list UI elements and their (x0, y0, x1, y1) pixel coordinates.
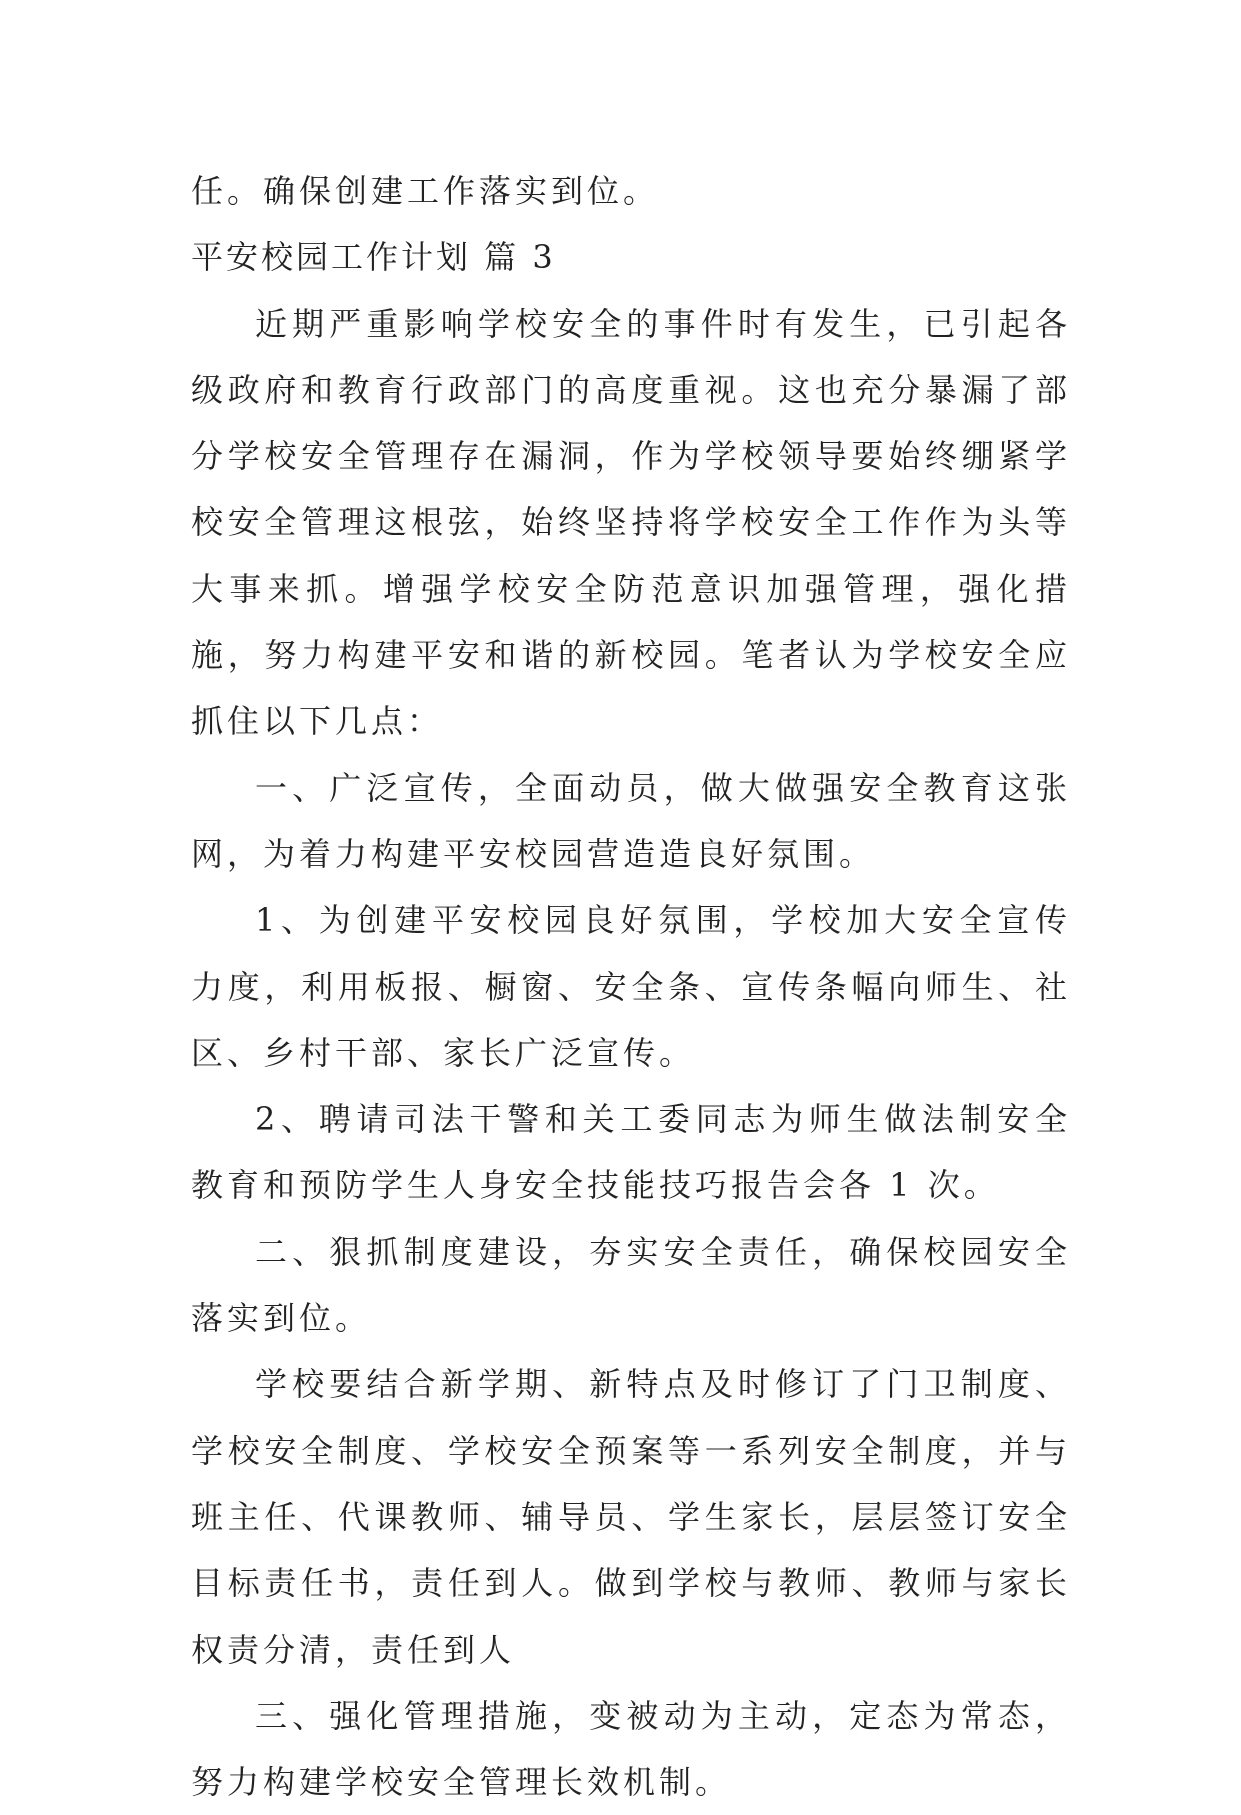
paragraph-item-1: 1、为创建平安校园良好氛围，学校加大安全宣传力度，利用板报、橱窗、安全条、宣传条幅向师生、社区、乡村干部、家长广泛宣传。 (191, 901, 1071, 1072)
paragraph-point-three: 三、强化管理措施，变被动为主动，定态为常态，努力构建学校安全管理长效机制。 (191, 1696, 1071, 1802)
paragraph-intro: 近期严重影响学校安全的事件时有发生，已引起各级政府和教育行政部门的高度重视。这也充分暴漏了部分学校安全管理存在漏洞，作为学校领导要始终绷紧学校安全管理这根弦，始终坚持将学校安全工作作为头等大事来抓。增强学校安全防范意识加强管理，强化措施，努力构建平安和谐的新校园。笔者认为学校安全应抓住以下几点： (191, 304, 1071, 741)
continuation-text: 任。确保创建工作落实到位。 (191, 172, 660, 210)
paragraph-item-2: 2、聘请司法干警和关工委同志为师生做法制安全教育和预防学生人身安全技能技巧报告会各 1 次。 (191, 1100, 1071, 1205)
paragraph-point-one: 一、广泛宣传，全面动员，做大做强安全教育这张网，为着力构建平安校园营造造良好氛围。 (191, 768, 1071, 873)
section-title: 平安校园工作计划 篇 3 (191, 238, 556, 277)
paragraph-point-two: 二、狠抓制度建设，夯实安全责任，确保校园安全落实到位。 (191, 1232, 1071, 1338)
paragraph-point-two-detail: 学校要结合新学期、新特点及时修订了门卫制度、学校安全制度、学校安全预案等一系列安全制度，并与班主任、代课教师、辅导员、学生家长，层层签订安全目标责任书，责任到人。做到学校与教师、教师与家长权责分清，责任到人 (191, 1365, 1071, 1669)
document-body (191, 158, 1071, 1815)
